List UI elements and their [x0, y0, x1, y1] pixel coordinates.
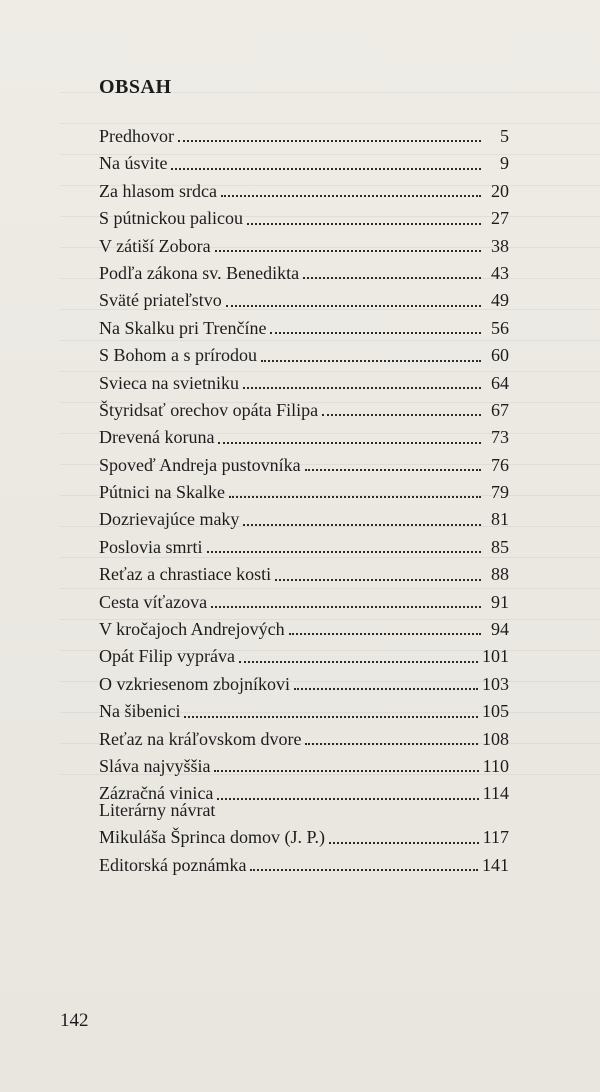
toc-entry-title: Na Skalku pri Trenčíne — [99, 317, 267, 338]
toc-entry — [99, 589, 509, 616]
toc-entry-title: Podľa zákona sv. Benedikta — [99, 262, 300, 283]
dot-leader — [221, 195, 481, 197]
toc-entry — [99, 726, 509, 753]
toc-entry-title: Cesta víťazova — [99, 591, 208, 612]
toc-entry — [99, 643, 509, 670]
toc-entry-title: Spoveď Andreja pustovníka — [99, 454, 301, 475]
dot-leader — [270, 332, 481, 334]
toc-entry — [99, 178, 509, 205]
toc-entry — [99, 123, 509, 150]
toc-entry-title: Mikuláša Šprinca domov (J. P.) — [99, 827, 325, 848]
toc-entry-title: Dozrievajúce maky — [99, 509, 240, 530]
dot-leader — [247, 223, 481, 225]
table-of-contents — [99, 123, 509, 808]
toc-entry — [99, 397, 509, 424]
toc-entry — [99, 698, 509, 725]
toc-entry — [99, 824, 509, 851]
toc-entry-page: 49 — [491, 290, 509, 311]
toc-entry-page: 76 — [491, 454, 509, 475]
appendix-list — [99, 824, 509, 879]
toc-entry-page: 101 — [482, 646, 509, 667]
toc-entry-title: Štyridsať orechov opáta Filipa — [99, 399, 319, 420]
toc-entry-title: Sväté priateľstvo — [99, 290, 222, 311]
toc-entry-page: 64 — [491, 372, 509, 393]
toc-entry-page: 9 — [500, 153, 509, 174]
dot-leader — [329, 842, 479, 844]
dot-leader — [178, 140, 481, 142]
toc-entry-page: 103 — [482, 673, 509, 694]
toc-entry-title: Reťaz na kráľovskom dvore — [99, 728, 302, 749]
toc-entry — [99, 671, 509, 698]
toc-entry-title: Opát Filip vypráva — [99, 646, 235, 667]
toc-entry — [99, 753, 509, 780]
toc-entry-page: 60 — [491, 345, 509, 366]
toc-entry-title: Na úsvite — [99, 153, 168, 174]
appendix-label: Literárny návrat — [99, 800, 216, 820]
appendix-section — [99, 797, 509, 879]
dot-leader — [184, 716, 478, 718]
dot-leader — [250, 869, 478, 871]
toc-entry — [99, 452, 509, 479]
toc-entry-title: V kročajoch Andrejových — [99, 619, 285, 640]
toc-entry — [99, 506, 509, 533]
toc-entry-page: 108 — [482, 728, 509, 749]
dot-leader — [239, 661, 478, 663]
dot-leader — [261, 360, 481, 362]
dot-leader — [289, 633, 481, 635]
toc-entry-page: 27 — [491, 208, 509, 229]
toc-entry — [99, 342, 509, 369]
toc-entry-title: Na šibenici — [99, 701, 181, 722]
toc-entry-title: Pútnici na Skalke — [99, 482, 225, 503]
dot-leader — [322, 414, 481, 416]
dot-leader — [294, 688, 478, 690]
toc-entry-page: 117 — [482, 827, 509, 848]
toc-entry-page: 114 — [482, 783, 509, 804]
toc-entry-title: Predhovor — [99, 126, 174, 146]
dot-leader — [207, 551, 481, 553]
dot-leader — [218, 442, 481, 444]
toc-entry-title: V zátiší Zobora — [99, 235, 211, 256]
toc-entry-title: Zázračná vinica — [99, 783, 214, 804]
toc-entry-page: 94 — [491, 619, 509, 640]
dot-leader — [211, 606, 481, 608]
dot-leader — [229, 496, 481, 498]
contents-heading: OBSAH — [99, 76, 172, 98]
dot-leader — [226, 305, 481, 307]
toc-entry — [99, 260, 509, 287]
toc-entry-title: S pútnickou palicou — [99, 208, 243, 229]
toc-entry — [99, 205, 509, 232]
dot-leader — [305, 743, 478, 745]
toc-entry-page: 141 — [482, 854, 509, 875]
toc-entry — [99, 852, 509, 879]
toc-entry-title: Sláva najvyššia — [99, 755, 211, 776]
toc-entry-page: 91 — [491, 591, 509, 612]
toc-entry — [99, 150, 509, 177]
toc-entry — [99, 534, 509, 561]
toc-entry-page: 88 — [491, 564, 509, 585]
toc-entry-title: Editorská poznámka — [99, 854, 247, 875]
toc-entry — [99, 370, 509, 397]
toc-entry — [99, 233, 509, 260]
toc-entry-page: 79 — [491, 482, 509, 503]
toc-entry — [99, 479, 509, 506]
toc-entry — [99, 287, 509, 314]
toc-entry-title: Poslovia smrti — [99, 536, 203, 557]
toc-entry-title: Drevená koruna — [99, 427, 215, 448]
toc-entry — [99, 315, 509, 342]
toc-entry-page: 5 — [500, 126, 509, 146]
toc-entry-page: 110 — [482, 755, 509, 776]
page-number: 142 — [60, 1010, 89, 1031]
toc-entry-page: 38 — [491, 235, 509, 256]
toc-entry-title: Svieca na svietniku — [99, 372, 239, 393]
dot-leader — [171, 168, 481, 170]
dot-leader — [275, 579, 481, 581]
toc-entry-title: O vzkriesenom zbojníkovi — [99, 673, 290, 694]
dot-leader — [214, 770, 478, 772]
toc-entry — [99, 561, 509, 588]
toc-entry-page: 43 — [491, 262, 509, 283]
toc-entry-page: 73 — [491, 427, 509, 448]
dot-leader — [243, 387, 481, 389]
toc-entry-page: 105 — [482, 701, 509, 722]
toc-entry-page: 81 — [491, 509, 509, 530]
toc-entry-page: 20 — [491, 180, 509, 201]
toc-entry-title: Reťaz a chrastiace kosti — [99, 564, 272, 585]
toc-entry — [99, 424, 509, 451]
toc-entry — [99, 616, 509, 643]
toc-entry-page: 67 — [491, 399, 509, 420]
toc-entry-title: S Bohom a s prírodou — [99, 345, 258, 366]
dot-leader — [303, 277, 481, 279]
dot-leader — [243, 524, 481, 526]
toc-entry-title: Za hlasom srdca — [99, 180, 217, 201]
toc-entry-page: 56 — [491, 317, 509, 338]
dot-leader — [305, 469, 481, 471]
toc-entry-page: 85 — [491, 536, 509, 557]
dot-leader — [215, 250, 481, 252]
